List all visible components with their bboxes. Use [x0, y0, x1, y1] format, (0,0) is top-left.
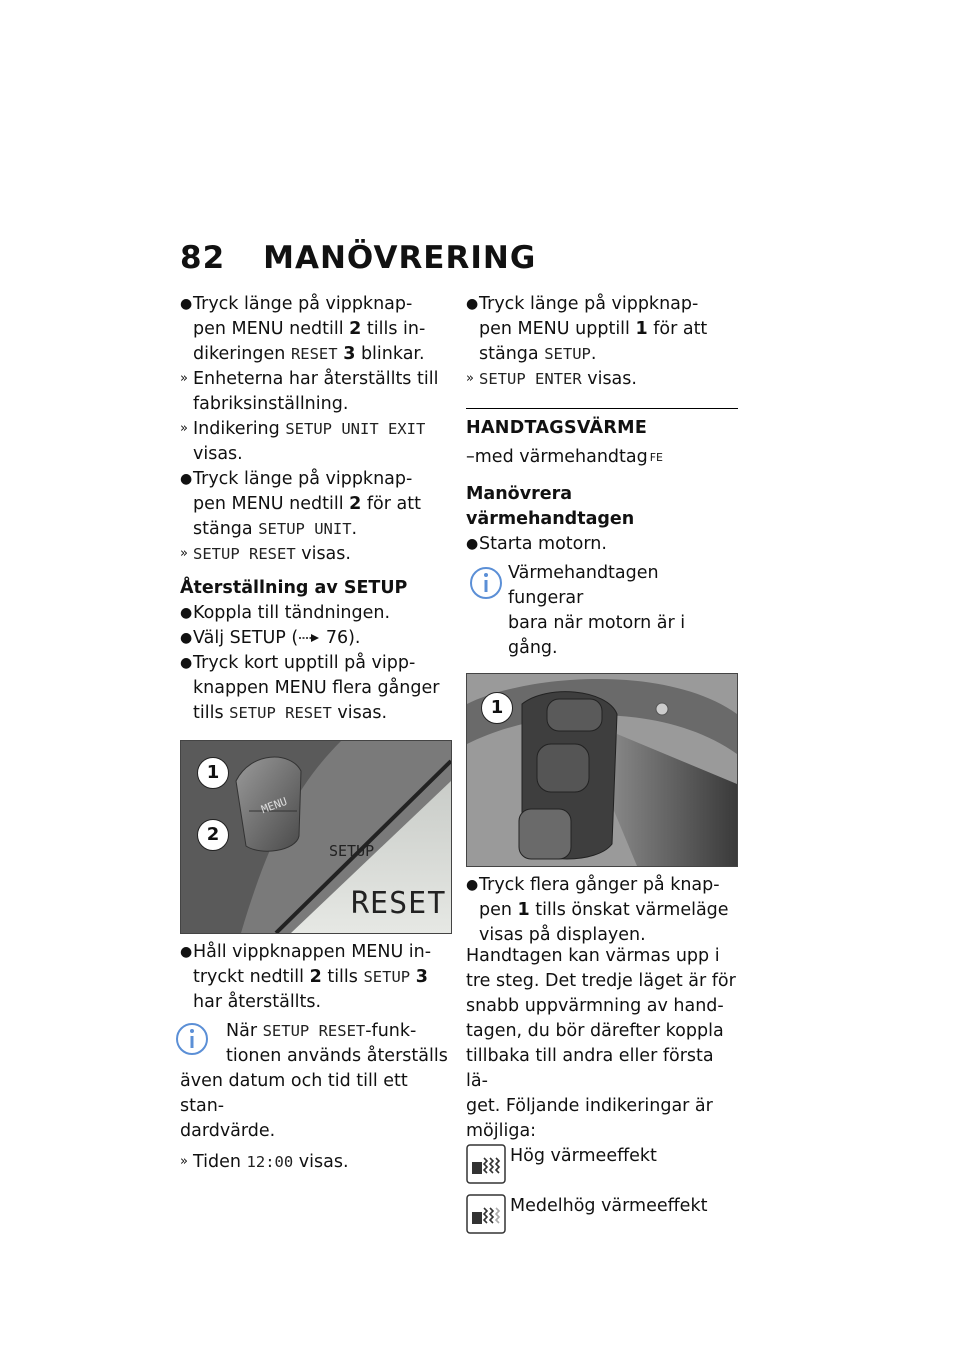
option-line: –med värmehandtag $^{FE}$	[466, 447, 664, 467]
callout-1: 1	[197, 757, 229, 789]
double-chevron-icon: »	[180, 546, 188, 561]
chapter-title: MANÖVRERING	[263, 240, 537, 276]
list-item: ● Tryck kort upptill på vipp- knappen MENU flera gånger tills SETUP RESET visas.	[180, 653, 440, 723]
section-divider	[466, 408, 738, 441]
bullet-icon: ●	[180, 471, 193, 487]
page-header	[180, 240, 536, 276]
callout-2: 2	[197, 819, 229, 851]
list-item: ● Tryck länge på vippknap- pen MENU nedtill 2 för att stänga SETUP UNIT.	[180, 469, 421, 539]
right-column	[466, 292, 738, 1238]
heated-grip-medium-icon	[466, 1194, 506, 1234]
bullet-icon: ●	[180, 605, 193, 621]
info-icon	[174, 1021, 210, 1059]
heat-level-high: Hög värmeeffekt	[466, 1144, 738, 1188]
info-icon	[468, 565, 504, 603]
figure-menu-switch-display	[180, 740, 452, 934]
figure-grip-heater-switch	[466, 673, 738, 867]
list-item: ● Välj SETUP ( 76).	[180, 626, 452, 651]
section-subheading: Manövrera värmehandtagen	[466, 484, 635, 529]
result-item: » Tiden 12:00 visas.	[180, 1150, 452, 1175]
lcd-button-label: MENU	[259, 794, 289, 817]
body-paragraph: Handtagen kan värmas upp i tre steg. Det tredje läget är för snabb uppvärmning av hand- tagen, du bör därefter koppla tillbaka till andra eller första lä- get. Följande indikeringar är möjliga:	[466, 946, 736, 1141]
heated-grip-high-icon	[466, 1144, 506, 1184]
section-subheading: Återställning av SETUP	[180, 578, 408, 598]
double-chevron-icon: »	[180, 371, 188, 386]
reference-arrow-icon	[298, 633, 320, 643]
double-chevron-icon: »	[466, 371, 474, 386]
bullet-icon: ●	[180, 655, 193, 671]
list-item: ● Tryck länge på vippknap- pen MENU upptill 1 för att stänga SETUP.	[466, 294, 708, 364]
double-chevron-icon: »	[180, 421, 188, 436]
bullet-icon: ●	[466, 296, 479, 312]
bullet-icon: ●	[180, 944, 193, 960]
bullet-icon: ●	[466, 877, 479, 893]
bullet-icon: ●	[180, 630, 193, 646]
result-item: » Enheterna har återställts till fabriksinställning.	[180, 367, 452, 417]
list-item: ● Tryck länge på vippknap- pen MENU nedtill 2 tills in- dikeringen RESET 3 blinkar.	[180, 294, 426, 364]
double-chevron-icon: »	[180, 1154, 188, 1169]
result-item: » Indikering SETUP UNIT EXIT visas.	[180, 417, 452, 467]
bullet-icon: ●	[180, 296, 193, 312]
bullet-icon: ●	[466, 536, 479, 552]
info-note: När SETUP RESET-funk- tionen används återställs även datum och tid till ett stan- dardvärde.	[180, 1019, 452, 1144]
lcd-setup-text: SETUP	[329, 842, 375, 860]
list-item: ● Tryck flera gånger på knap- pen 1 tills önskat värmeläge visas på displayen.	[466, 875, 729, 945]
left-column	[180, 292, 452, 1175]
section-heading: HANDTAGSVÄRME	[466, 418, 648, 438]
callout-1: 1	[481, 692, 513, 724]
result-item: » SETUP ENTER visas.	[466, 367, 738, 392]
list-item: ● Håll vippknappen MENU in- tryckt nedtill 2 tills SETUP 3 har återställts.	[180, 942, 432, 1012]
lcd-reset-text: RESET	[351, 886, 447, 921]
page-number: 82	[180, 240, 226, 276]
result-item: » SETUP RESET visas.	[180, 542, 452, 567]
list-item: ● Koppla till tändningen.	[180, 601, 452, 626]
list-item: ● Starta motorn.	[466, 532, 738, 557]
heat-level-medium: Medelhög värmeeffekt	[466, 1194, 738, 1238]
info-note: Värmehandtagen fungerar bara när motorn är i gång.	[466, 561, 738, 661]
